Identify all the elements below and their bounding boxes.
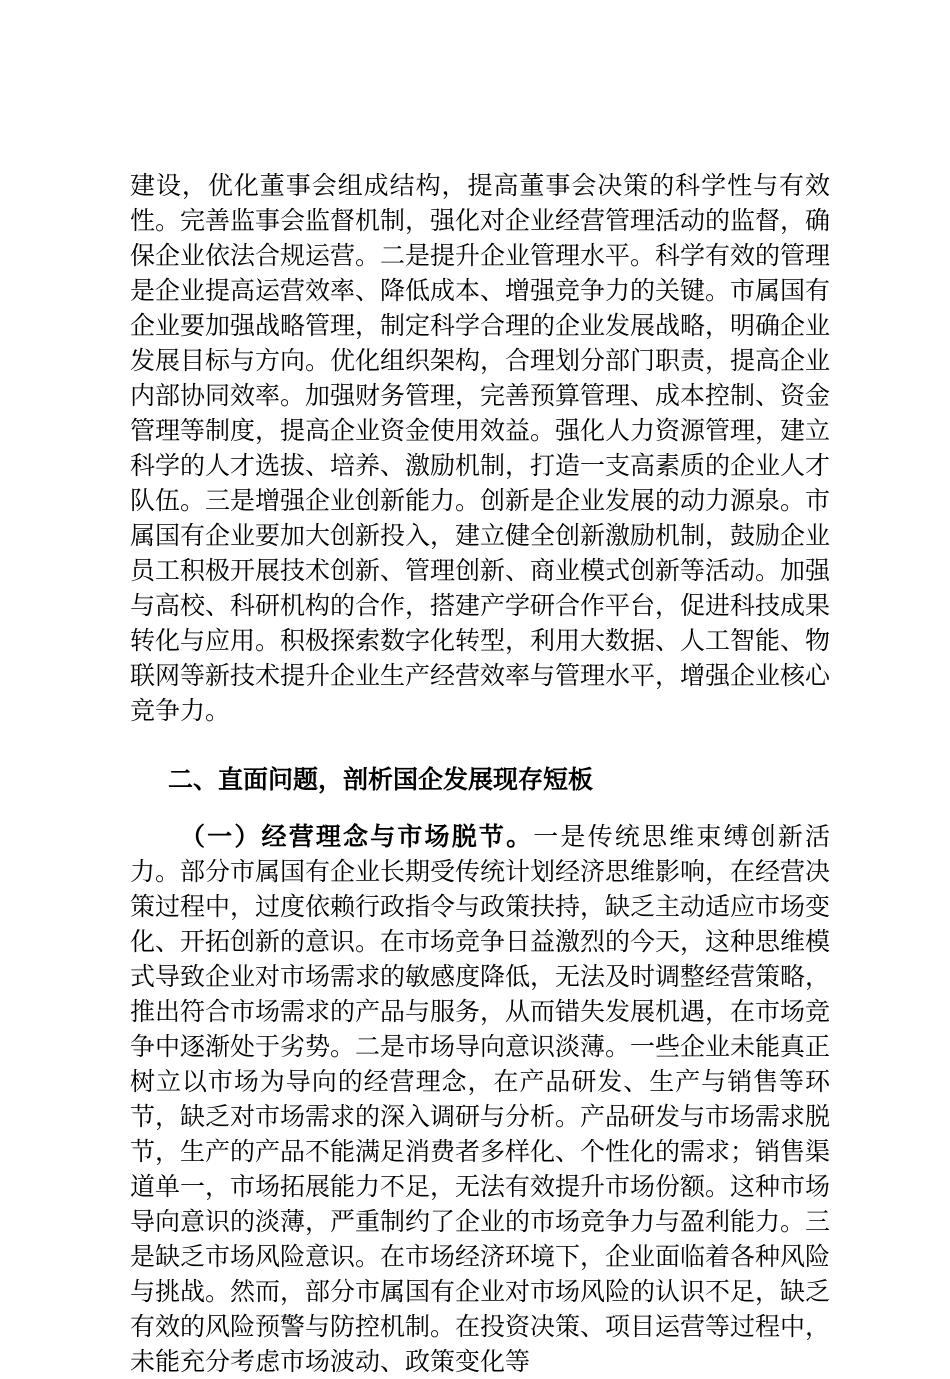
document-page: [130, 168, 830, 1379]
section-heading: 二、直面问题，剖析国企发展现存短板: [168, 765, 594, 794]
subsection-lead: （一）经营理念与市场脱节。: [180, 822, 534, 851]
body-paragraph-section-1: [130, 819, 830, 1379]
body-paragraph-continued: 建设，优化董事会组成结构，提高董事会决策的科学性与有效性。完善监事会监督机制，强化对企业经营管理活动的监督，确保企业依法合规运营。二是提升企业管理水平。科学有效的管理是企业提高运营效率、降低成本、增强竞争力的关键。市属国有企业要加强战略管理，制定科学合理的企业发展战略，明确企业发展目标与方向。优化组织架构，合理划分部门职责，提高企业内部协同效率。加强财务管理，完善预算管理、成本控制、资金管理等制度，提高企业资金使用效益。强化人力资源管理，建立科学的人才选拔、培养、激励机制，打造一支高素质的企业人才队伍。三是增强企业创新能力。创新是企业发展的动力源泉。市属国有企业要加大创新投入，建立健全创新激励机制，鼓励企业员工积极开展技术创新、管理创新、商业模式创新等活动。加强与高校、科研机构的合作，搭建产学研合作平台，促进科技成果转化与应用。积极探索数字化转型，利用大数据、人工智能、物联网等新技术提升企业生产经营效率与管理水平，增强企业核心竞争力。: [130, 171, 831, 725]
subsection-body: 一是传统思维束缚创新活力。部分市属国有企业长期受传统计划经济思维影响，在经营决策过程中，过度依赖行政指令与政策扶持，缺乏主动适应市场变化、开拓创新的意识。在市场竞争日益激烈的今天，这种思维模式导致企业对市场需求的敏感度降低，无法及时调整经营策略，推出符合市场需求的产品与服务，从而错失发展机遇，在市场竞争中逐渐处于劣势。二是市场导向意识淡薄。一些企业未能真正树立以市场为导向的经营理念，在产品研发、生产与销售等环节，缺乏对市场需求的深入调研与分析。产品研发与市场需求脱节，生产的产品不能满足消费者多样化、个性化的需求；销售渠道单一，市场拓展能力不足，无法有效提升市场份额。这种市场导向意识的淡薄，严重制约了企业的市场竞争力与盈利能力。三是缺乏市场风险意识。在市场经济环境下，企业面临着各种风险与挑战。然而，部分市属国有企业对市场风险的认识不足，缺乏有效的风险预警与防控机制。在投资决策、项目运营等过程中，未能充分考虑市场波动、政策变化等: [130, 822, 831, 1376]
